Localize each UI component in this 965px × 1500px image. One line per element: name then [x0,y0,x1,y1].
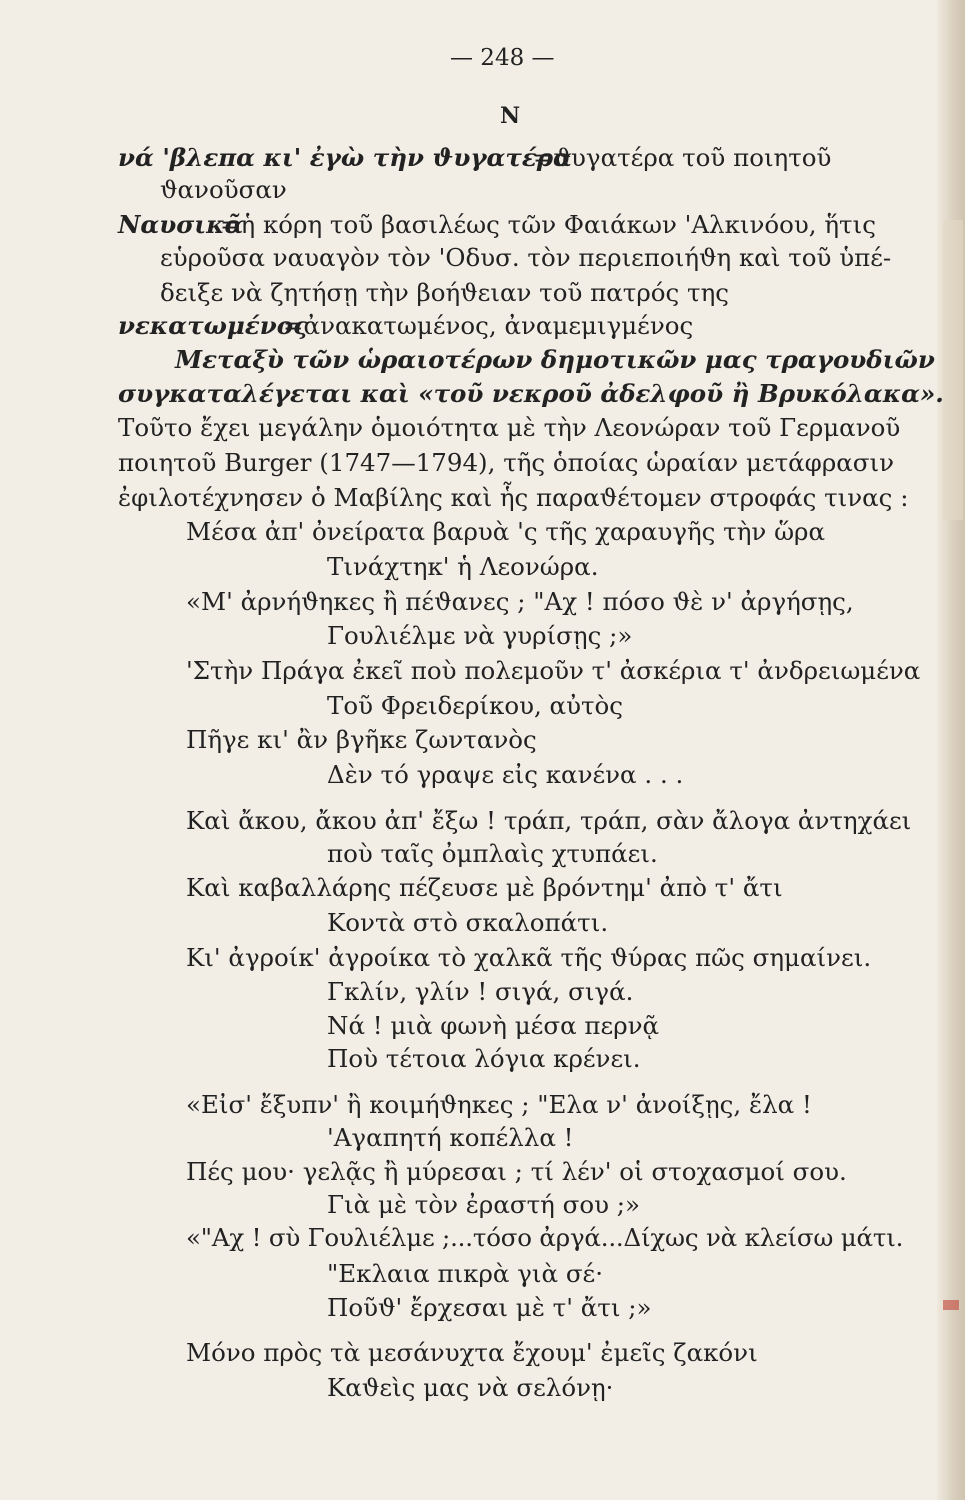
poem-line: Καὶ ἄκου, ἄκου ἀπ' ἔξω ! τράπ, τράπ, σὰν ἄλογα ἀντηχάει [186,806,912,835]
intro-line: Μεταξὺ τῶν ὡραιοτέρων δημοτικῶν μας τραγουδιῶν [175,345,935,374]
poem-line: ποὺ ταῖς ὀμπλαὶς χτυπάει. [327,839,658,868]
poem-line: 'Στὴν Πράγα ἐκεῖ ποὺ πολεμοῦν τ' ἀσκέρια τ' ἀνδρειωμένα [186,656,921,685]
page-number: — 248 — [450,45,555,71]
glossary-term: νεκατωμένος [118,311,309,340]
intro-line: ἐφιλοτέχνησεν ὁ Μαβίλης καὶ ἧς παραϑέτομεν στροφάς τινας : [118,483,909,512]
glossary-line [0,275,965,311]
poem-line: Κοντὰ στὸ σκαλοπάτι. [327,908,609,937]
poem-line: Νά ! μιὰ φωνὴ μέσα περνᾷ [327,1011,660,1040]
poem-line: Μόνο πρὸς τὰ μεσάνυχτα ἔχουμ' ἐμεῖς ζακόνι [186,1338,758,1367]
glossary-definition: =ἡ κόρη τοῦ βασιλέως τῶν Φαιάκων 'Αλκινόου, ἥτις [220,210,876,239]
glossary-definition: =ϑυγατέρα τοῦ ποιητοῦ [533,143,832,172]
glossary-term: Ναυσικᾶ [118,210,244,239]
glossary-definition: ϑανοῦσαν [160,175,287,204]
poem-line: Ποὺ τέτοια λόγια κρένει. [327,1044,641,1073]
poem-line: "Εκλαια πικρὰ γιὰ σέ· [327,1259,604,1288]
poem-line: Πῆγε κι' ἂν βγῆκε ζωντανὸς [186,725,537,754]
poem-line: Καὶ καβαλλάρης πέζευσε μὲ βρόντημ' ἀπὸ τ' ἄτι [186,873,783,902]
glossary-definition: =ἀνακατωμένος, ἀναμεμιγμένος [283,311,694,340]
poem-line: Ποῦϑ' ἔρχεσαι μὲ τ' ἄτι ;» [327,1293,652,1322]
glossary-line [0,140,965,176]
poem-line: Κι' ἀγροίκ' ἀγροίκα τὸ χαλκᾶ τῆς ϑύρας πῶς σημαίνει. [186,943,872,972]
poem-line: Δὲν τό γραψε εἰς κανένα . . . [327,760,684,789]
poem-line: «Εἰσ' ἔξυπν' ἢ κοιμήϑηκες ; "Ελα ν' ἀνοίξῃς, ἔλα ! [186,1090,812,1119]
poem-line: Γουλιέλμε νὰ γυρίσῃς ;» [327,621,633,650]
poem-line: Μέσα ἀπ' ὀνείρατα βαρυὰ 'ς τῆς χαραυγῆς τὴν ὥρα [186,517,826,546]
poem-line: «"Αχ ! σὺ Γουλιέλμε ;...τόσο ἀργά...Δίχως νὰ κλείσω μάτι. [186,1223,904,1252]
intro-line: ποιητοῦ Burger (1747—1794), τῆς ὁποίας ὡραίαν μετάφρασιν [118,448,894,477]
glossary-line [0,172,965,208]
glossary-line [0,207,965,243]
glossary-line [0,240,965,276]
poem-line: Γιὰ μὲ τὸν ἐραστή σου ;» [327,1190,641,1219]
poem-line: Τινάχτηκ' ἡ Λεονώρα. [327,552,599,581]
poem-line: Γκλίν, γλίν ! σιγά, σιγά. [327,977,634,1006]
glossary-definition: εὑροῦσα ναυαγὸν τὸν 'Οδυσ. τὸν περιεποιήϑη καὶ τοῦ ὑπέ- [160,243,892,272]
intro-line: συγκαταλέγεται καὶ «τοῦ νεκροῦ ἀδελφοῦ ἢ Βρυκόλακα». [118,379,944,408]
intro-line: Τοῦτο ἔχει μεγάλην ὁμοιότητα μὲ τὴν Λεονώραν τοῦ Γερμανοῦ [118,413,901,442]
poem-line: 'Αγαπητή κοπέλλα ! [327,1123,574,1152]
poem-line: Πές μου· γελᾷς ἢ μύρεσαι ; τί λέν' οἱ στοχασμοί σου. [186,1157,847,1186]
poem-line: Καϑεὶς μας νὰ σελόνῃ· [327,1373,614,1402]
poem-line: Τοῦ Φρειδερίκου, αὐτὸς [327,691,624,720]
glossary-definition: δειξε νὰ ζητήσῃ τὴν βοήϑειαν τοῦ πατρός της [160,278,729,307]
section-letter: Ν [500,103,521,129]
glossary-term: νά 'βλεπα κι' ἐγὼ τὴν ϑυγατέρα [118,143,572,172]
poem-line: «Μ' ἀρνήϑηκες ἢ πέϑανες ; "Αχ ! πόσο ϑὲ ν' ἀργήσῃς, [186,587,854,616]
glossary-line [0,308,965,344]
